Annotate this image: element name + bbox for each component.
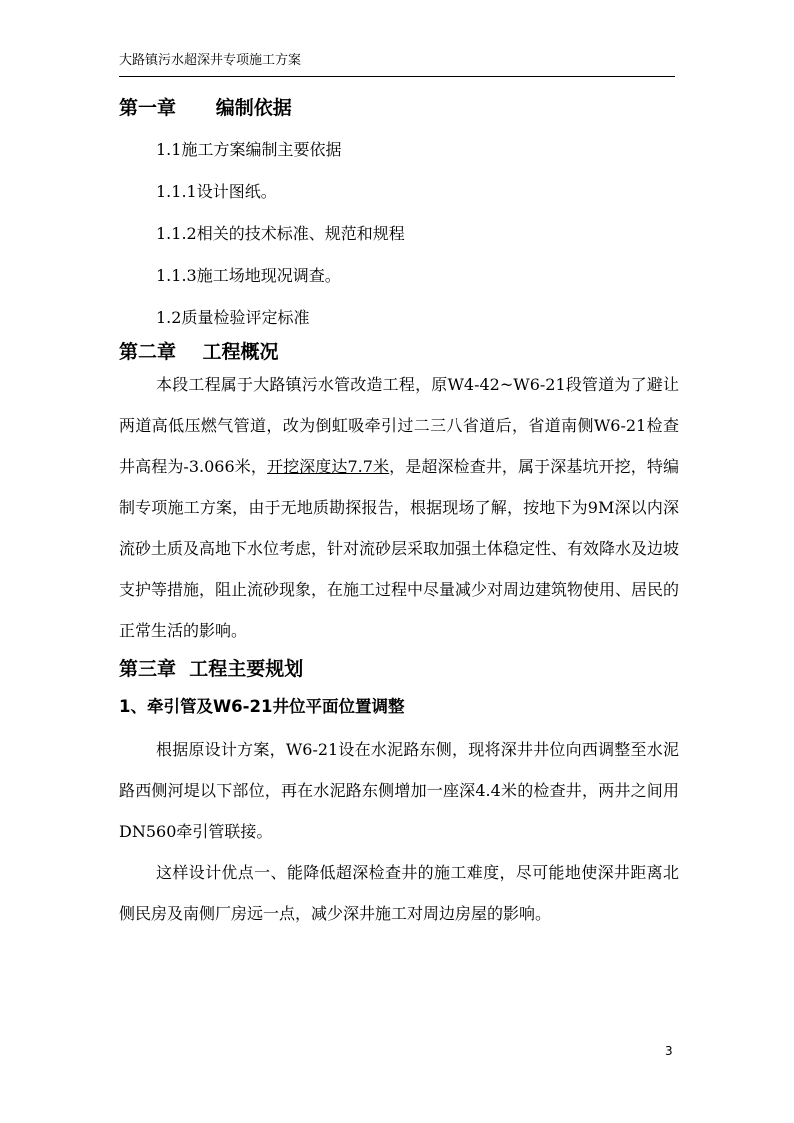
basis-item: 1.1.2相关的技术标准、规范和规程 <box>156 224 405 243</box>
advantage-paragraph: 这样设计优点一、能降低超深检查井的施工难度，尽可能地使深井距离北侧民房及南侧厂房远一点，减少深井施工对周边房屋的影响。 <box>119 863 679 923</box>
adjustment-paragraph: 根据原设计方案，W6-21设在水泥路东侧，现将深井井位向西调整至水泥路西侧河堤以下部位，再在水泥路东侧增加一座深4.4米的检查井，两井之间用DN560牵引管联接。 <box>119 740 679 841</box>
page-header <box>119 52 675 77</box>
excavation-depth-underlined: 开挖深度达7.7米 <box>266 457 390 476</box>
overview-text-end: ，是超深检查井，属于深基坑开挖，特编制专项施工方案，由于无地质勘探报告，根据现场了解，按地下为9M深以内深流砂土质及高地下水位考虑，针对流砂层采取加强土体稳定性、有效降水及边坡支护等措施，阻止流砂现象，在施工过程中尽量减少对周边建筑物使用、居民的正常生活的影响。 <box>119 457 680 640</box>
chapter-2-title: 第二章 工程概况 <box>119 341 279 363</box>
overview-text-start: 本段工程属于大路镇污水管改造工程，原W4-42~W6-21段管道为了避让两道高低压燃气管道，改为倒虹吸牵引过二三八省道后，省道南侧W6-21检查井高程为-3.066米， <box>119 375 679 476</box>
chapter-1-title: 第一章 编制依据 <box>119 97 292 119</box>
page-number: 3 <box>665 1044 673 1058</box>
document-body <box>119 96 679 934</box>
basis-item: 1.1.3施工场地现况调查。 <box>156 266 341 285</box>
chapter-3-title: 第三章 工程主要规划 <box>119 658 304 680</box>
section-1-title: 1、牵引管及W6-21井位平面位置调整 <box>119 697 405 716</box>
project-overview-paragraph <box>119 364 679 651</box>
header-title: 大路镇污水超深井专项施工方案 <box>119 53 302 68</box>
basis-item: 1.2质量检验评定标准 <box>156 308 310 327</box>
basis-item: 1.1施工方案编制主要依据 <box>156 140 342 159</box>
basis-item: 1.1.1设计图纸。 <box>156 182 277 201</box>
